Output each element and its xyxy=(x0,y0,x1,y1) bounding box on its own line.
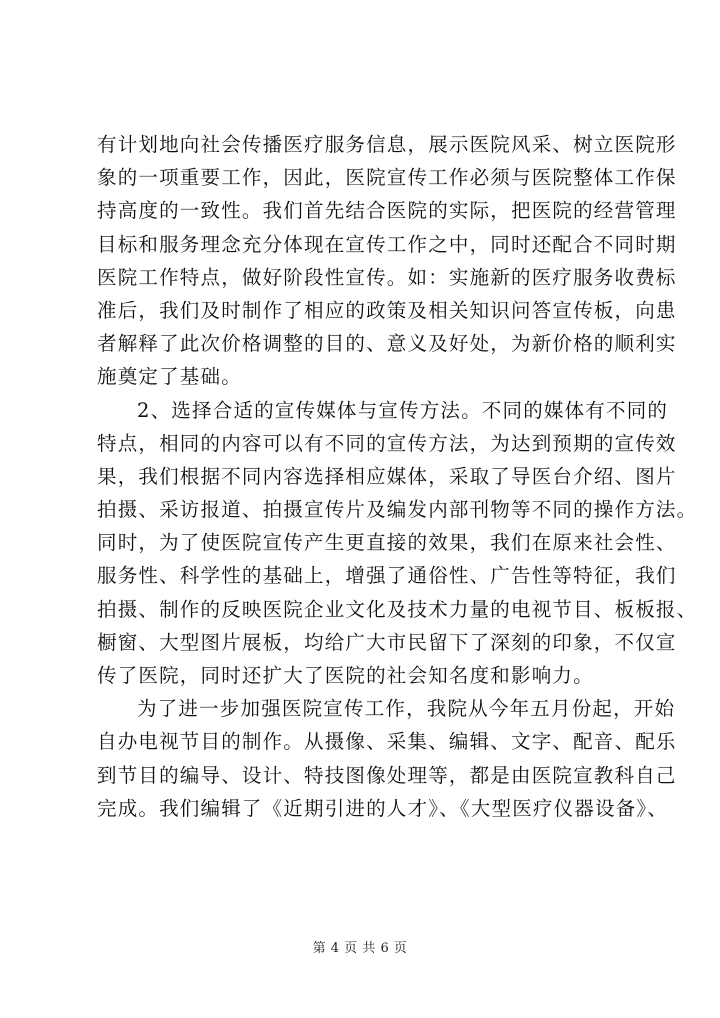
text-line: 有计划地向社会传播医疗服务信息，展示医院风采、树立医院形 xyxy=(97,133,677,156)
text-line: 果，我们根据不同内容选择相应媒体，采取了导医台介绍、图片 xyxy=(97,464,677,488)
text-line: 特点，相同的内容可以有不同的宣传方法，为达到预期的宣传效 xyxy=(97,431,677,455)
text-line: 完成。我们编辑了《近期引进的人才》、《大型医疗仪器设备》、 xyxy=(97,796,669,820)
text-line: 橱窗、大型图片展板，均给广大市民留下了深刻的印象，不仅宣 xyxy=(97,630,677,654)
text-line: 医院工作特点，做好阶段性宣传。如：实施新的医疗服务收费标 xyxy=(97,265,677,289)
text-line: 拍摄、制作的反映医院企业文化及技术力量的电视节目、板板报、 xyxy=(97,597,698,621)
text-line: 持高度的一致性。我们首先结合医院的实际，把医院的经营管理 xyxy=(97,199,677,223)
text-line: 自办电视节目的制作。从摄像、采集、编辑、文字、配音、配乐 xyxy=(97,730,677,754)
text-line: 到节目的编导、设计、特技图像处理等，都是由医院宣教科自己 xyxy=(97,763,677,787)
text-line: 传了医院，同时还扩大了医院的社会知名度和影响力。 xyxy=(97,664,594,687)
body-text xyxy=(97,128,698,825)
paragraph-start-line: 为了进一步加强医院宣传工作，我院从今年五月份起，开始 xyxy=(137,697,676,721)
paragraph-start-line: 2、选择合适的宣传媒体与宣传方法。不同的媒体有不同的 xyxy=(137,398,669,422)
text-line: 者解释了此次价格调整的目的、意义及好处，为新价格的顺利实 xyxy=(97,332,677,356)
text-line: 拍摄、采访报道、拍摄宣传片及编发内部刊物等不同的操作方法。 xyxy=(97,498,698,522)
text-line: 象的一项重要工作，因此，医院宣传工作必须与医院整体工作保 xyxy=(97,166,677,190)
text-line: 准后，我们及时制作了相应的政策及相关知识问答宣传板，向患 xyxy=(97,298,677,322)
page-number-footer: 第 4 页 共 6 页 xyxy=(312,941,408,956)
text-line: 目标和服务理念充分体现在宣传工作之中，同时还配合不同时期 xyxy=(97,232,677,256)
text-line: 同时，为了使医院宣传产生更直接的效果，我们在原来社会性、 xyxy=(97,531,677,555)
text-line: 施奠定了基础。 xyxy=(97,365,242,389)
text-line: 服务性、科学性的基础上，增强了通俗性、广告性等特征，我们 xyxy=(97,564,677,588)
